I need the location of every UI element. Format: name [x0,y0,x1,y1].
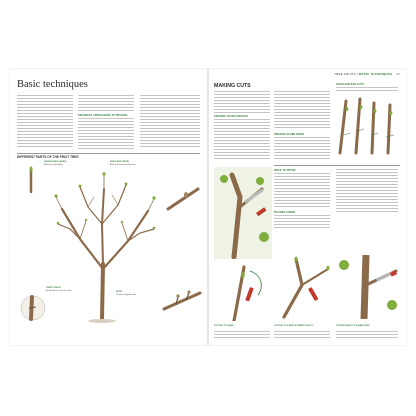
caption-body-1 [214,331,270,340]
main-stem-caption [336,325,400,328]
when-text [274,173,330,209]
intro-text-col2 [78,95,134,113]
running-head: TREE FRUITS | BASIC TECHNIQUES 47 [334,72,400,76]
cuts-text-col2 [274,91,330,130]
caption-title: FRUIT BUD (SPUR) [110,161,129,163]
caption-body-3 [336,331,398,340]
fruit-bud-detail [166,185,200,211]
caption-title: CUTTING TO A REPLACEMENT SHOOT [274,325,313,327]
approaches-text [78,118,134,151]
caption-text: At the base of a fruit tree trunk [46,289,72,292]
caption-text: A flat and more prominent bud [110,163,136,166]
growth-bud-caption [44,161,86,166]
trained-forms-subhead: TRAINED FORMS [274,211,296,214]
book-spread [10,69,406,345]
cut-to-bud-illustration [214,263,272,321]
caption-title: GROWTH BUD (APEX) [44,161,67,163]
caption-title: SPUR [116,291,122,293]
caption-body-2 [274,331,330,340]
older-wood-subhead: PRUNING OLDER WOOD [274,133,305,136]
young-growth-subhead: PRUNING YOUNG GROWTH [214,115,248,118]
trained-text [274,215,330,230]
main-stem-illustration [336,255,400,319]
replacement-shoot-illustration [274,255,334,319]
growth-bud-detail [20,165,42,193]
good-bad-cuts-subhead: GOOD AND BAD CUTS [336,83,364,86]
section-rule [17,153,200,154]
when-text-col3 [336,169,398,214]
spur-detail [162,279,202,315]
making-cuts-text [214,91,270,115]
graft-union-detail [20,295,46,321]
caption-title: CUTTING BACK TO A MAIN STEM [336,325,370,327]
left-page [10,69,208,345]
approaches-subhead: DIFFERENT APPROACHES TO PRUNING [78,114,128,117]
caption-title: CRAFT UNION [46,287,61,289]
cut-to-bud-caption [214,325,272,328]
older-wood-text [274,137,330,161]
running-head-section: BASIC TECHNIQUES [359,72,393,76]
intro-text-col3 [140,95,200,149]
right-page [208,69,406,345]
tree-parts-label: DIFFERENT PARTS OF THE FRUIT TREE [17,155,79,159]
good-bad-cuts-illustration [336,95,400,157]
making-cuts-heading: MAKING CUTS [214,83,251,89]
caption-title: CUTTING TO A BUD [214,325,234,327]
fruit-tree-illustration [50,169,160,324]
saw-pruning-illustration [214,167,272,259]
caption-text: To ripen and gather fruit [116,293,136,296]
replacement-shoot-caption [274,325,334,328]
page-number: 47 [396,72,400,76]
fruit-bud-caption [110,161,158,166]
page-title: Basic techniques [17,79,88,90]
caption-text: Whichever growing tip [44,163,63,166]
intro-text [17,95,73,149]
good-bad-text [336,87,398,93]
young-growth-text [214,119,270,161]
mid-rule [274,165,400,166]
when-to-prune-subhead: WHEN TO PRUNE [274,169,296,172]
running-head-chapter: TREE FRUITS [334,72,356,76]
